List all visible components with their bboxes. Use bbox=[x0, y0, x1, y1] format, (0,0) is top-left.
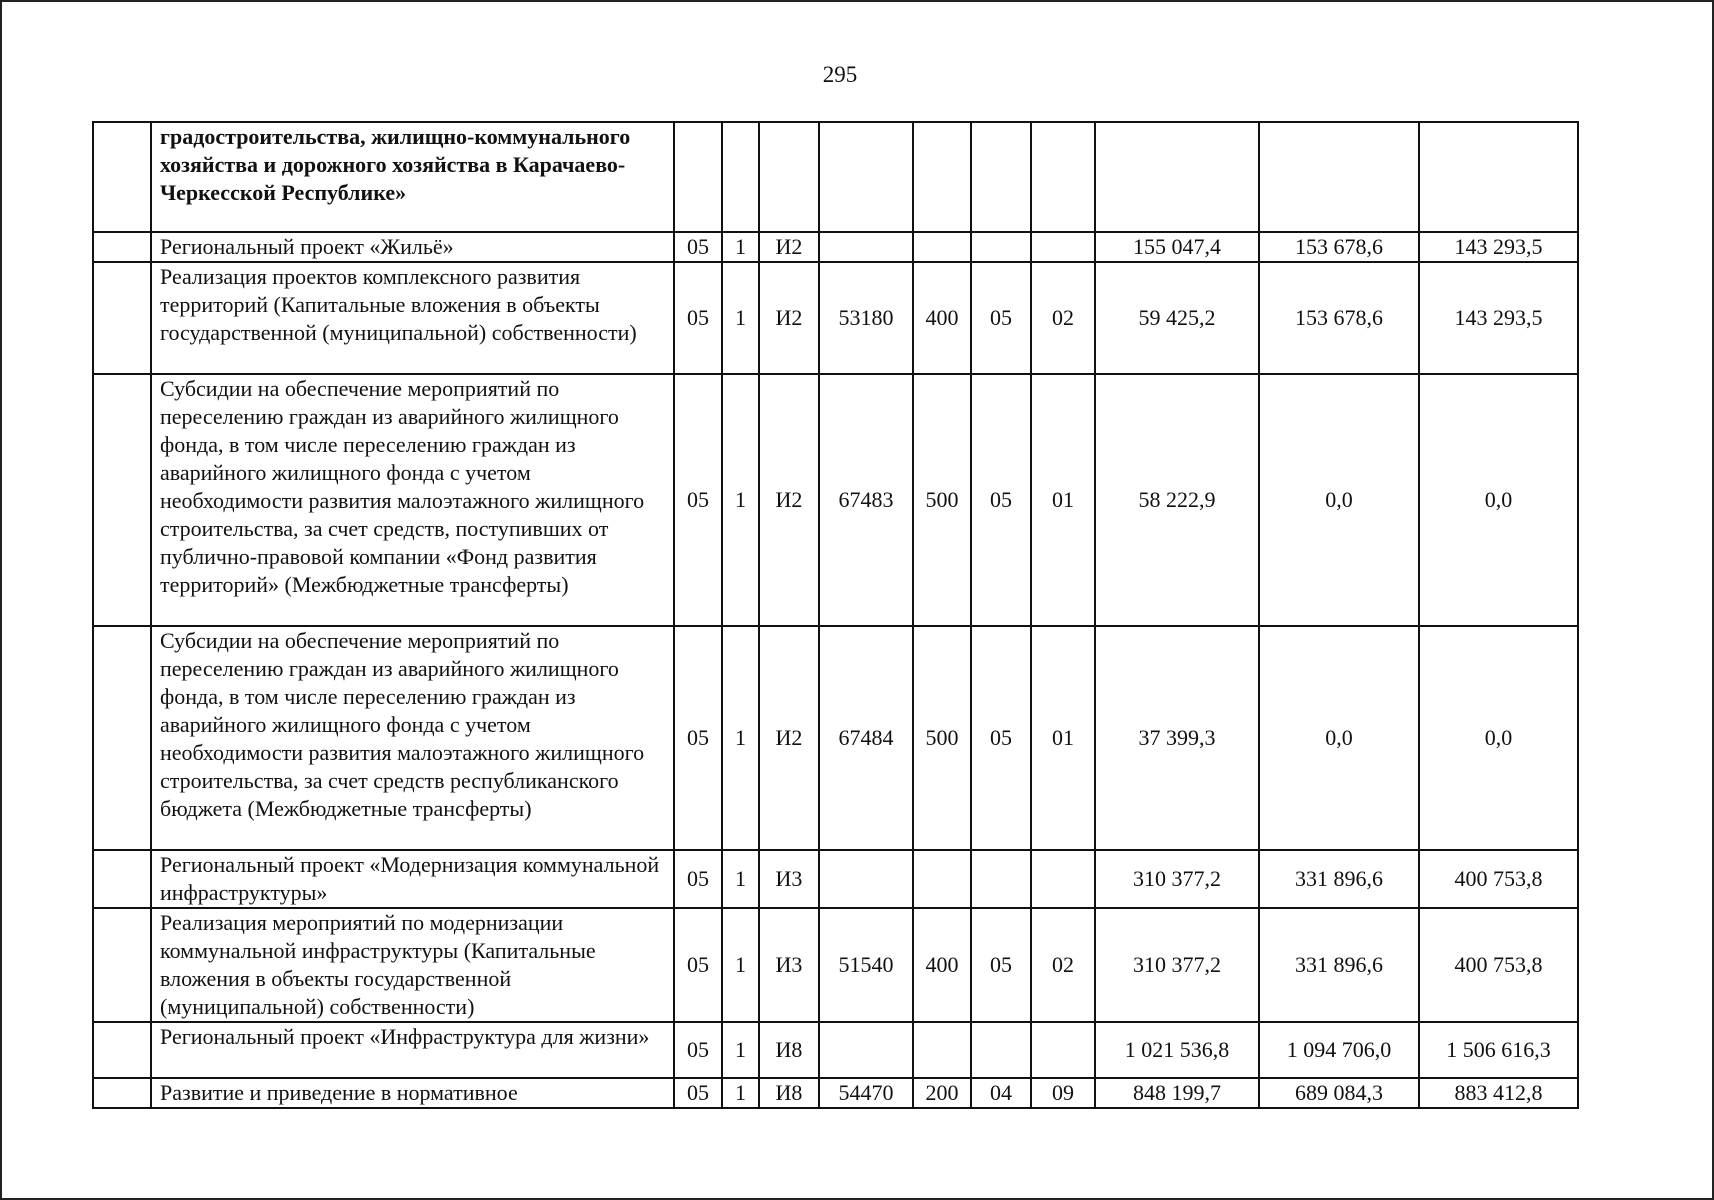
cell-c2: 1 bbox=[722, 626, 759, 850]
cell-v3: 0,0 bbox=[1419, 626, 1578, 850]
cell-v1: 848 199,7 bbox=[1095, 1078, 1259, 1108]
cell-c1: 05 bbox=[674, 908, 722, 1022]
cell-c1: 05 bbox=[674, 850, 722, 908]
cell-c6: 05 bbox=[971, 626, 1031, 850]
table-row bbox=[93, 374, 1578, 626]
cell-c4: 54470 bbox=[819, 1078, 913, 1108]
cell-c5 bbox=[913, 850, 971, 908]
cell-v2: 689 084,3 bbox=[1259, 1078, 1419, 1108]
cell-c6 bbox=[971, 122, 1031, 232]
cell-c2: 1 bbox=[722, 1022, 759, 1078]
cell-c3 bbox=[759, 122, 819, 232]
cell-c1: 05 bbox=[674, 262, 722, 374]
table-row bbox=[93, 122, 1578, 232]
cell-c3: И3 bbox=[759, 908, 819, 1022]
cell-c7: 02 bbox=[1031, 262, 1095, 374]
cell-c3: И8 bbox=[759, 1078, 819, 1108]
cell-c2: 1 bbox=[722, 374, 759, 626]
row-index-cell bbox=[93, 374, 151, 626]
cell-c2: 1 bbox=[722, 262, 759, 374]
cell-c6: 05 bbox=[971, 262, 1031, 374]
cell-c1: 05 bbox=[674, 374, 722, 626]
cell-c2: 1 bbox=[722, 232, 759, 262]
row-index-cell bbox=[93, 1022, 151, 1078]
budget-table bbox=[92, 121, 1579, 1109]
cell-v1: 310 377,2 bbox=[1095, 908, 1259, 1022]
cell-c1: 05 bbox=[674, 1078, 722, 1108]
cell-v3: 883 412,8 bbox=[1419, 1078, 1578, 1108]
cell-v2: 331 896,6 bbox=[1259, 850, 1419, 908]
cell-c5 bbox=[913, 232, 971, 262]
cell-c4: 67483 bbox=[819, 374, 913, 626]
cell-v2: 153 678,6 bbox=[1259, 232, 1419, 262]
cell-c7 bbox=[1031, 1022, 1095, 1078]
cell-c1: 05 bbox=[674, 232, 722, 262]
table-row bbox=[93, 850, 1578, 908]
cell-v3: 143 293,5 bbox=[1419, 262, 1578, 374]
row-index-cell bbox=[93, 262, 151, 374]
cell-c6: 05 bbox=[971, 374, 1031, 626]
cell-v1: 59 425,2 bbox=[1095, 262, 1259, 374]
cell-c5: 400 bbox=[913, 908, 971, 1022]
cell-c3: И2 bbox=[759, 232, 819, 262]
cell-c2: 1 bbox=[722, 1078, 759, 1108]
row-name-cell: Субсидии на обеспечение мероприятий по переселению граждан из аварийного жилищного фонда, в том числе переселению граждан из аварийного жилищного фонда с учетом необходимости развития малоэтажного жилищного строительства, за счет средств республиканского бюджета (Межбюджетные трансферты) bbox=[151, 626, 674, 850]
table-row bbox=[93, 1078, 1578, 1108]
cell-v3: 143 293,5 bbox=[1419, 232, 1578, 262]
table-row bbox=[93, 232, 1578, 262]
table-row bbox=[93, 1022, 1578, 1078]
cell-v2: 1 094 706,0 bbox=[1259, 1022, 1419, 1078]
cell-c4 bbox=[819, 850, 913, 908]
cell-c6 bbox=[971, 232, 1031, 262]
cell-c7: 02 bbox=[1031, 908, 1095, 1022]
cell-v1 bbox=[1095, 122, 1259, 232]
row-name-cell: Региональный проект «Жильё» bbox=[151, 232, 674, 262]
row-name-cell: Реализация проектов комплексного развития территорий (Капитальные вложения в объекты государственной (муниципальной) собственности) bbox=[151, 262, 674, 374]
cell-v3 bbox=[1419, 122, 1578, 232]
cell-v2: 0,0 bbox=[1259, 626, 1419, 850]
cell-v2: 153 678,6 bbox=[1259, 262, 1419, 374]
cell-c4 bbox=[819, 1022, 913, 1078]
row-name-cell: Региональный проект «Инфраструктура для жизни» bbox=[151, 1022, 674, 1078]
cell-c4: 67484 bbox=[819, 626, 913, 850]
cell-c3: И8 bbox=[759, 1022, 819, 1078]
cell-c5 bbox=[913, 122, 971, 232]
row-name-cell: Субсидии на обеспечение мероприятий по переселению граждан из аварийного жилищного фонда, в том числе переселению граждан из аварийного жилищного фонда с учетом необходимости развития малоэтажного жилищного строительства, за счет средств, поступивших от публично-правовой компании «Фонд развития территорий» (Межбюджетные трансферты) bbox=[151, 374, 674, 626]
cell-c5: 500 bbox=[913, 374, 971, 626]
cell-v3: 400 753,8 bbox=[1419, 908, 1578, 1022]
cell-c7: 01 bbox=[1031, 626, 1095, 850]
cell-c1: 05 bbox=[674, 626, 722, 850]
table-row bbox=[93, 626, 1578, 850]
row-index-cell bbox=[93, 908, 151, 1022]
cell-c7: 09 bbox=[1031, 1078, 1095, 1108]
cell-c4 bbox=[819, 122, 913, 232]
cell-v2: 331 896,6 bbox=[1259, 908, 1419, 1022]
cell-c1 bbox=[674, 122, 722, 232]
row-name-cell: Региональный проект «Модернизация коммунальной инфраструктуры» bbox=[151, 850, 674, 908]
cell-v3: 0,0 bbox=[1419, 374, 1578, 626]
cell-v2 bbox=[1259, 122, 1419, 232]
cell-c5: 200 bbox=[913, 1078, 971, 1108]
cell-c4: 53180 bbox=[819, 262, 913, 374]
cell-c5 bbox=[913, 1022, 971, 1078]
cell-c6: 04 bbox=[971, 1078, 1031, 1108]
cell-v1: 310 377,2 bbox=[1095, 850, 1259, 908]
cell-c7 bbox=[1031, 232, 1095, 262]
cell-c6 bbox=[971, 1022, 1031, 1078]
cell-c2: 1 bbox=[722, 908, 759, 1022]
table-row bbox=[93, 908, 1578, 1022]
cell-v1: 1 021 536,8 bbox=[1095, 1022, 1259, 1078]
cell-c4: 51540 bbox=[819, 908, 913, 1022]
page-number: 295 bbox=[822, 62, 858, 87]
cell-v1: 58 222,9 bbox=[1095, 374, 1259, 626]
cell-c2 bbox=[722, 122, 759, 232]
row-index-cell bbox=[93, 1078, 151, 1108]
cell-v2: 0,0 bbox=[1259, 374, 1419, 626]
cell-c6: 05 bbox=[971, 908, 1031, 1022]
row-name-cell: Развитие и приведение в нормативное bbox=[151, 1078, 674, 1108]
cell-c2: 1 bbox=[722, 850, 759, 908]
cell-v3: 400 753,8 bbox=[1419, 850, 1578, 908]
cell-v3: 1 506 616,3 bbox=[1419, 1022, 1578, 1078]
cell-c6 bbox=[971, 850, 1031, 908]
cell-c7: 01 bbox=[1031, 374, 1095, 626]
cell-v1: 155 047,4 bbox=[1095, 232, 1259, 262]
row-index-cell bbox=[93, 232, 151, 262]
row-index-cell bbox=[93, 122, 151, 232]
cell-c4 bbox=[819, 232, 913, 262]
cell-c3: И2 bbox=[759, 374, 819, 626]
cell-c7 bbox=[1031, 850, 1095, 908]
cell-c5: 500 bbox=[913, 626, 971, 850]
row-name-cell: Реализация мероприятий по модернизации коммунальной инфраструктуры (Капитальные вложения в объекты государственной (муниципальной) собственности) bbox=[151, 908, 674, 1022]
cell-c3: И2 bbox=[759, 262, 819, 374]
cell-c7 bbox=[1031, 122, 1095, 232]
cell-v1: 37 399,3 bbox=[1095, 626, 1259, 850]
row-index-cell bbox=[93, 626, 151, 850]
cell-c3: И3 bbox=[759, 850, 819, 908]
row-name-cell: градостроительства, жилищно-коммунального хозяйства и дорожного хозяйства в Карачаево-Черкесской Республике» bbox=[151, 122, 674, 232]
table-row bbox=[93, 262, 1578, 374]
cell-c3: И2 bbox=[759, 626, 819, 850]
row-index-cell bbox=[93, 850, 151, 908]
cell-c1: 05 bbox=[674, 1022, 722, 1078]
cell-c5: 400 bbox=[913, 262, 971, 374]
